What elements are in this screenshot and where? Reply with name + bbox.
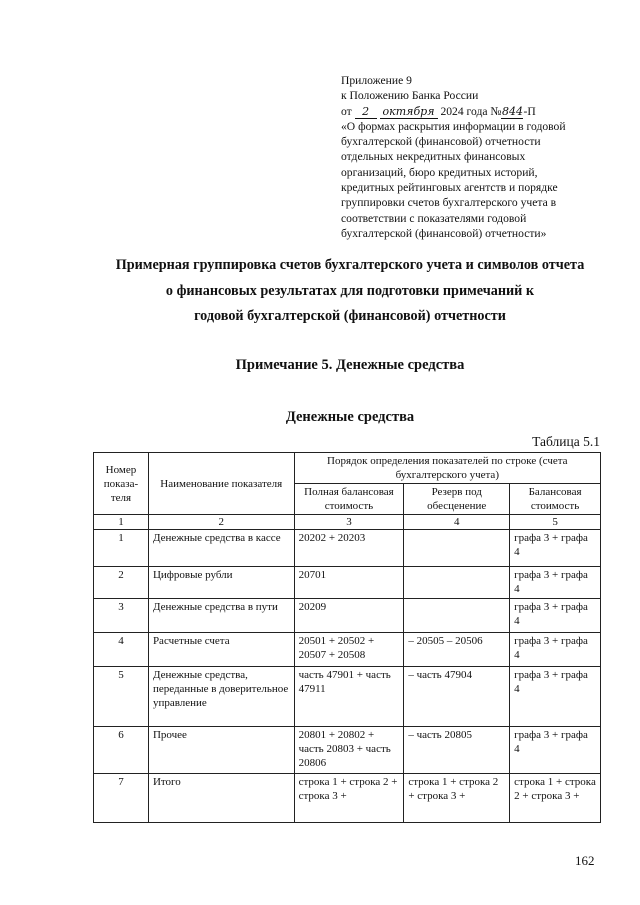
col-number: 5 bbox=[510, 515, 601, 530]
handwritten-doc-number: 844 bbox=[501, 104, 523, 118]
page-number: 162 bbox=[575, 853, 595, 868]
row-balance: строка 1 + строка 2 + строка 3 + bbox=[510, 774, 601, 823]
table-number: Таблица 5.1 bbox=[532, 434, 600, 449]
doc-suffix: -П bbox=[523, 104, 536, 118]
row-reserve: строка 1 + строка 2 + строка 3 + bbox=[404, 774, 510, 823]
row-name: Денежные средства в пути bbox=[148, 599, 294, 633]
row-name: Денежные средства, переданные в доверительное управление bbox=[148, 667, 294, 727]
col-number: 1 bbox=[94, 515, 149, 530]
appendix-line: соответствии с показателями годовой bbox=[341, 211, 527, 225]
row-number: 4 bbox=[94, 633, 149, 667]
row-balance: графа 3 + графа 4 bbox=[510, 567, 601, 599]
row-reserve bbox=[404, 530, 510, 567]
row-full-value: часть 47901 + часть 47911 bbox=[294, 667, 404, 727]
col-number: 4 bbox=[404, 515, 510, 530]
appendix-line: бухгалтерской (финансовой) отчетности» bbox=[341, 226, 547, 240]
document-title-line-2: о финансовых результатах для подготовки примечаний к bbox=[165, 283, 535, 299]
appendix-line: к Положению Банка России bbox=[341, 89, 479, 103]
row-full-value: строка 1 + строка 2 + строка 3 + bbox=[294, 774, 404, 823]
row-full-value: 20202 + 20203 bbox=[294, 530, 404, 567]
appendix-line: «О формах раскрытия информации в годовой bbox=[341, 119, 566, 133]
appendix-header bbox=[341, 73, 611, 241]
header-row bbox=[94, 453, 601, 484]
row-full-value: 20701 bbox=[294, 567, 404, 599]
row-balance: графа 3 + графа 4 bbox=[510, 530, 601, 567]
table-row bbox=[94, 667, 601, 727]
column-number-row bbox=[94, 515, 601, 530]
row-full-value: 20501 + 20502 + 20507 + 20508 bbox=[294, 633, 404, 667]
appendix-date-line bbox=[341, 104, 611, 119]
table-row bbox=[94, 599, 601, 633]
document-title-line-3: годовой бухгалтерской (финансовой) отчетности bbox=[194, 308, 506, 324]
table-row bbox=[94, 567, 601, 599]
table-row bbox=[94, 727, 601, 774]
row-reserve: – 20505 – 20506 bbox=[404, 633, 510, 667]
date-prefix: от bbox=[341, 104, 352, 118]
row-balance: графа 3 + графа 4 bbox=[510, 633, 601, 667]
col-number: 2 bbox=[148, 515, 294, 530]
table-row bbox=[94, 633, 601, 667]
row-number: 7 bbox=[94, 774, 149, 823]
row-balance: графа 3 + графа 4 bbox=[510, 599, 601, 633]
appendix-line: группировки счетов бухгалтерского учета в bbox=[341, 196, 557, 210]
handwritten-month: октября bbox=[380, 106, 438, 119]
row-number: 5 bbox=[94, 667, 149, 727]
header-col4: Резерв под обесценение bbox=[404, 484, 510, 515]
row-number: 3 bbox=[94, 599, 149, 633]
note-title: Примечание 5. Денежные средства bbox=[235, 357, 465, 373]
header-col5: Балансовая стоимость bbox=[510, 484, 601, 515]
header-group: Порядок определения показателей по строке (счета бухгалтерского учета) bbox=[294, 453, 600, 484]
row-reserve: – часть 47904 bbox=[404, 667, 510, 727]
handwritten-day: 2 bbox=[355, 106, 377, 119]
row-name: Цифровые рубли bbox=[148, 567, 294, 599]
date-year: 2024 года № bbox=[440, 104, 502, 118]
appendix-line: отдельных некредитных финансовых bbox=[341, 150, 526, 164]
cash-table bbox=[93, 452, 601, 823]
row-number: 6 bbox=[94, 727, 149, 774]
header-num: Номер показа-теля bbox=[94, 453, 149, 515]
row-name: Прочее bbox=[148, 727, 294, 774]
row-balance: графа 3 + графа 4 bbox=[510, 727, 601, 774]
row-name: Денежные средства в кассе bbox=[148, 530, 294, 567]
appendix-line: кредитных рейтинговых агентств и порядке bbox=[341, 181, 558, 195]
row-name: Расчетные счета bbox=[148, 633, 294, 667]
row-name: Итого bbox=[148, 774, 294, 823]
row-number: 1 bbox=[94, 530, 149, 567]
section-subtitle: Денежные средства bbox=[285, 409, 415, 425]
row-full-value: 20209 bbox=[294, 599, 404, 633]
document-title-line-1: Примерная группировка счетов бухгалтерского учета и символов отчета bbox=[115, 257, 585, 273]
col-number: 3 bbox=[294, 515, 404, 530]
row-number: 2 bbox=[94, 567, 149, 599]
row-full-value: 20801 + 20802 + часть 20803 + часть 20806 bbox=[294, 727, 404, 774]
header-name: Наименование показателя bbox=[148, 453, 294, 515]
row-balance: графа 3 + графа 4 bbox=[510, 667, 601, 727]
appendix-line: бухгалтерской (финансовой) отчетности bbox=[341, 135, 541, 149]
table-row bbox=[94, 530, 601, 567]
appendix-line: организаций, бюро кредитных историй, bbox=[341, 165, 538, 179]
header-col3: Полная балансовая стоимость bbox=[294, 484, 404, 515]
row-reserve: – часть 20805 bbox=[404, 727, 510, 774]
row-reserve bbox=[404, 567, 510, 599]
table-row bbox=[94, 774, 601, 823]
appendix-line: Приложение 9 bbox=[341, 74, 412, 87]
row-reserve bbox=[404, 599, 510, 633]
